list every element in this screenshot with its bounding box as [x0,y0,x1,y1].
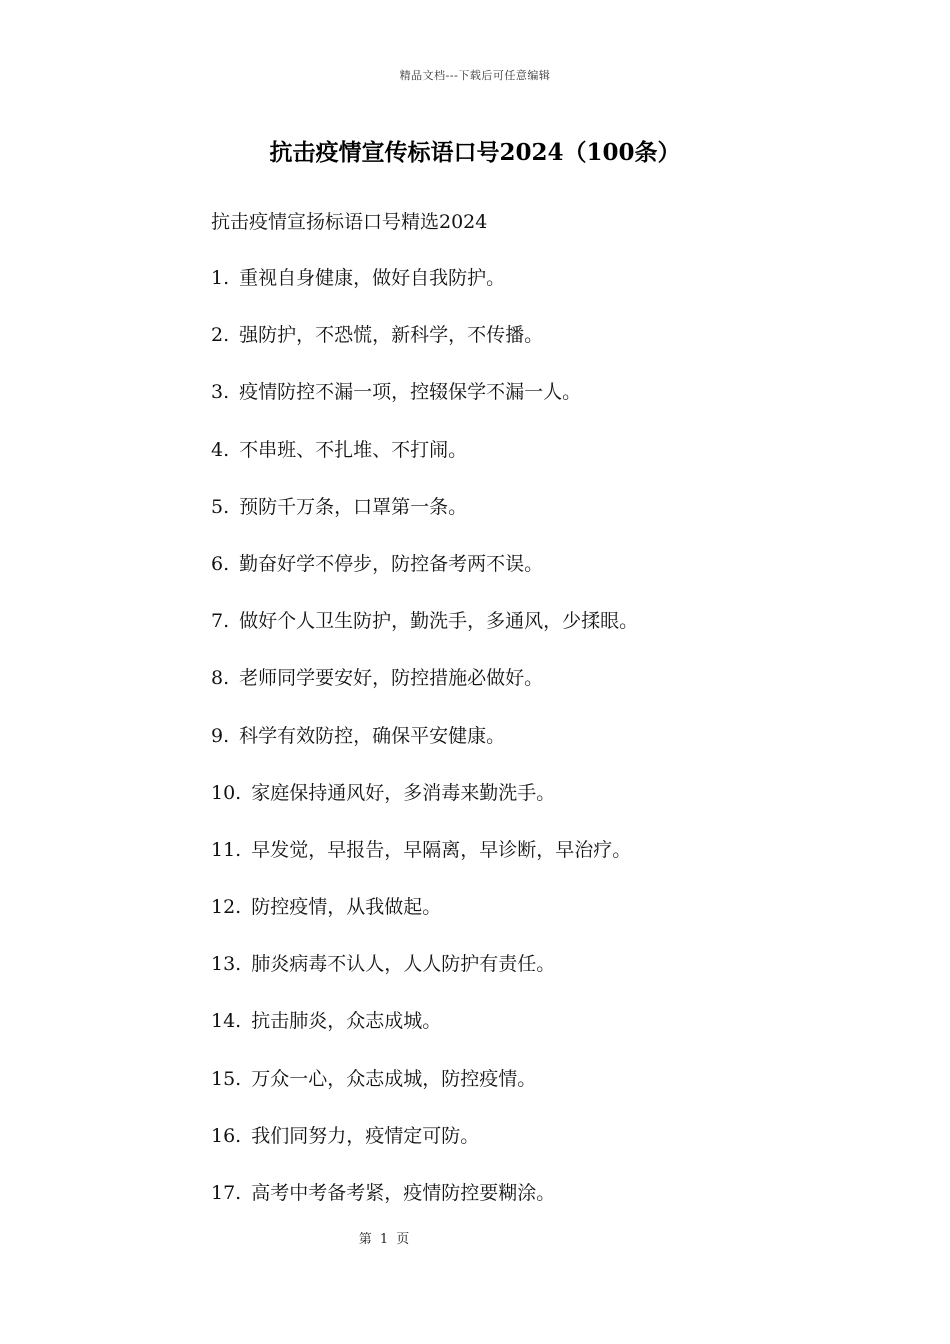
list-item [211,893,638,950]
item-text: 抗击肺炎，众志成城。 [251,1010,442,1033]
item-text: 不串班、不扎堆、不打闹。 [239,438,468,461]
item-number: 1. [211,267,230,289]
list-item [211,722,638,779]
slogan-list [211,264,638,1236]
list-item [211,779,638,836]
item-text: 强防护，不恐慌，新科学，不传播。 [239,324,544,347]
item-text: 重视自身健康，做好自我防护。 [239,267,506,289]
item-number: 13. [211,953,242,976]
list-item [211,378,638,435]
page-number: 第 1 页 [358,1232,412,1247]
list-item [211,664,638,721]
item-number: 4. [211,438,230,461]
item-text: 科学有效防控，确保平安健康。 [239,724,506,747]
document-subtitle: 抗击疫情宣扬标语口号精选2024 [211,211,488,233]
list-item [211,1122,638,1179]
item-number: 15. [211,1067,242,1090]
item-text: 预防千万条，口罩第一条。 [239,495,468,518]
list-item [211,436,638,493]
item-number: 14. [211,1010,242,1033]
item-text: 万众一心，众志成城，防控疫情。 [251,1067,537,1090]
item-text: 做好个人卫生防护，勤洗手，多通风，少揉眼。 [239,610,639,633]
document-title: 抗击疫情宣传标语口号2024（100条） [269,139,681,166]
item-number: 5. [211,495,230,518]
item-number: 7. [211,610,230,633]
list-item [211,1065,638,1122]
item-text: 疫情防控不漏一项，控辍保学不漏一人。 [239,381,582,404]
list-item [211,321,638,378]
item-text: 勤奋好学不停步，防控备考两不误。 [239,552,544,575]
item-number: 6. [211,552,230,575]
list-item [211,950,638,1007]
item-text: 我们同努力，疫情定可防。 [251,1124,480,1147]
list-item [211,264,638,321]
list-item [211,493,638,550]
item-number: 16. [211,1124,242,1147]
item-number: 11. [211,838,242,861]
item-number: 8. [211,667,230,690]
list-item [211,550,638,607]
list-item [211,836,638,893]
item-number: 12. [211,896,242,919]
item-text: 家庭保持通风好，多消毒来勤洗手。 [251,781,556,804]
item-number: 10. [211,781,242,804]
list-item [211,1007,638,1064]
item-number: 9. [211,724,230,747]
item-text: 高考中考备考紧，疫情防控要糊涂。 [251,1182,556,1204]
item-text: 肺炎病毒不认人，人人防护有责任。 [251,953,556,976]
page-header: 精品文档---下载后可任意编辑 [399,69,551,82]
item-text: 防控疫情，从我做起。 [251,896,442,919]
list-item [211,607,638,664]
item-text: 早发觉，早报告，早隔离，早诊断，早治疗。 [251,838,632,861]
item-number: 17. [211,1182,242,1204]
item-text: 老师同学要安好，防控措施必做好。 [239,667,544,690]
item-number: 2. [211,324,230,347]
item-number: 3. [211,381,230,404]
